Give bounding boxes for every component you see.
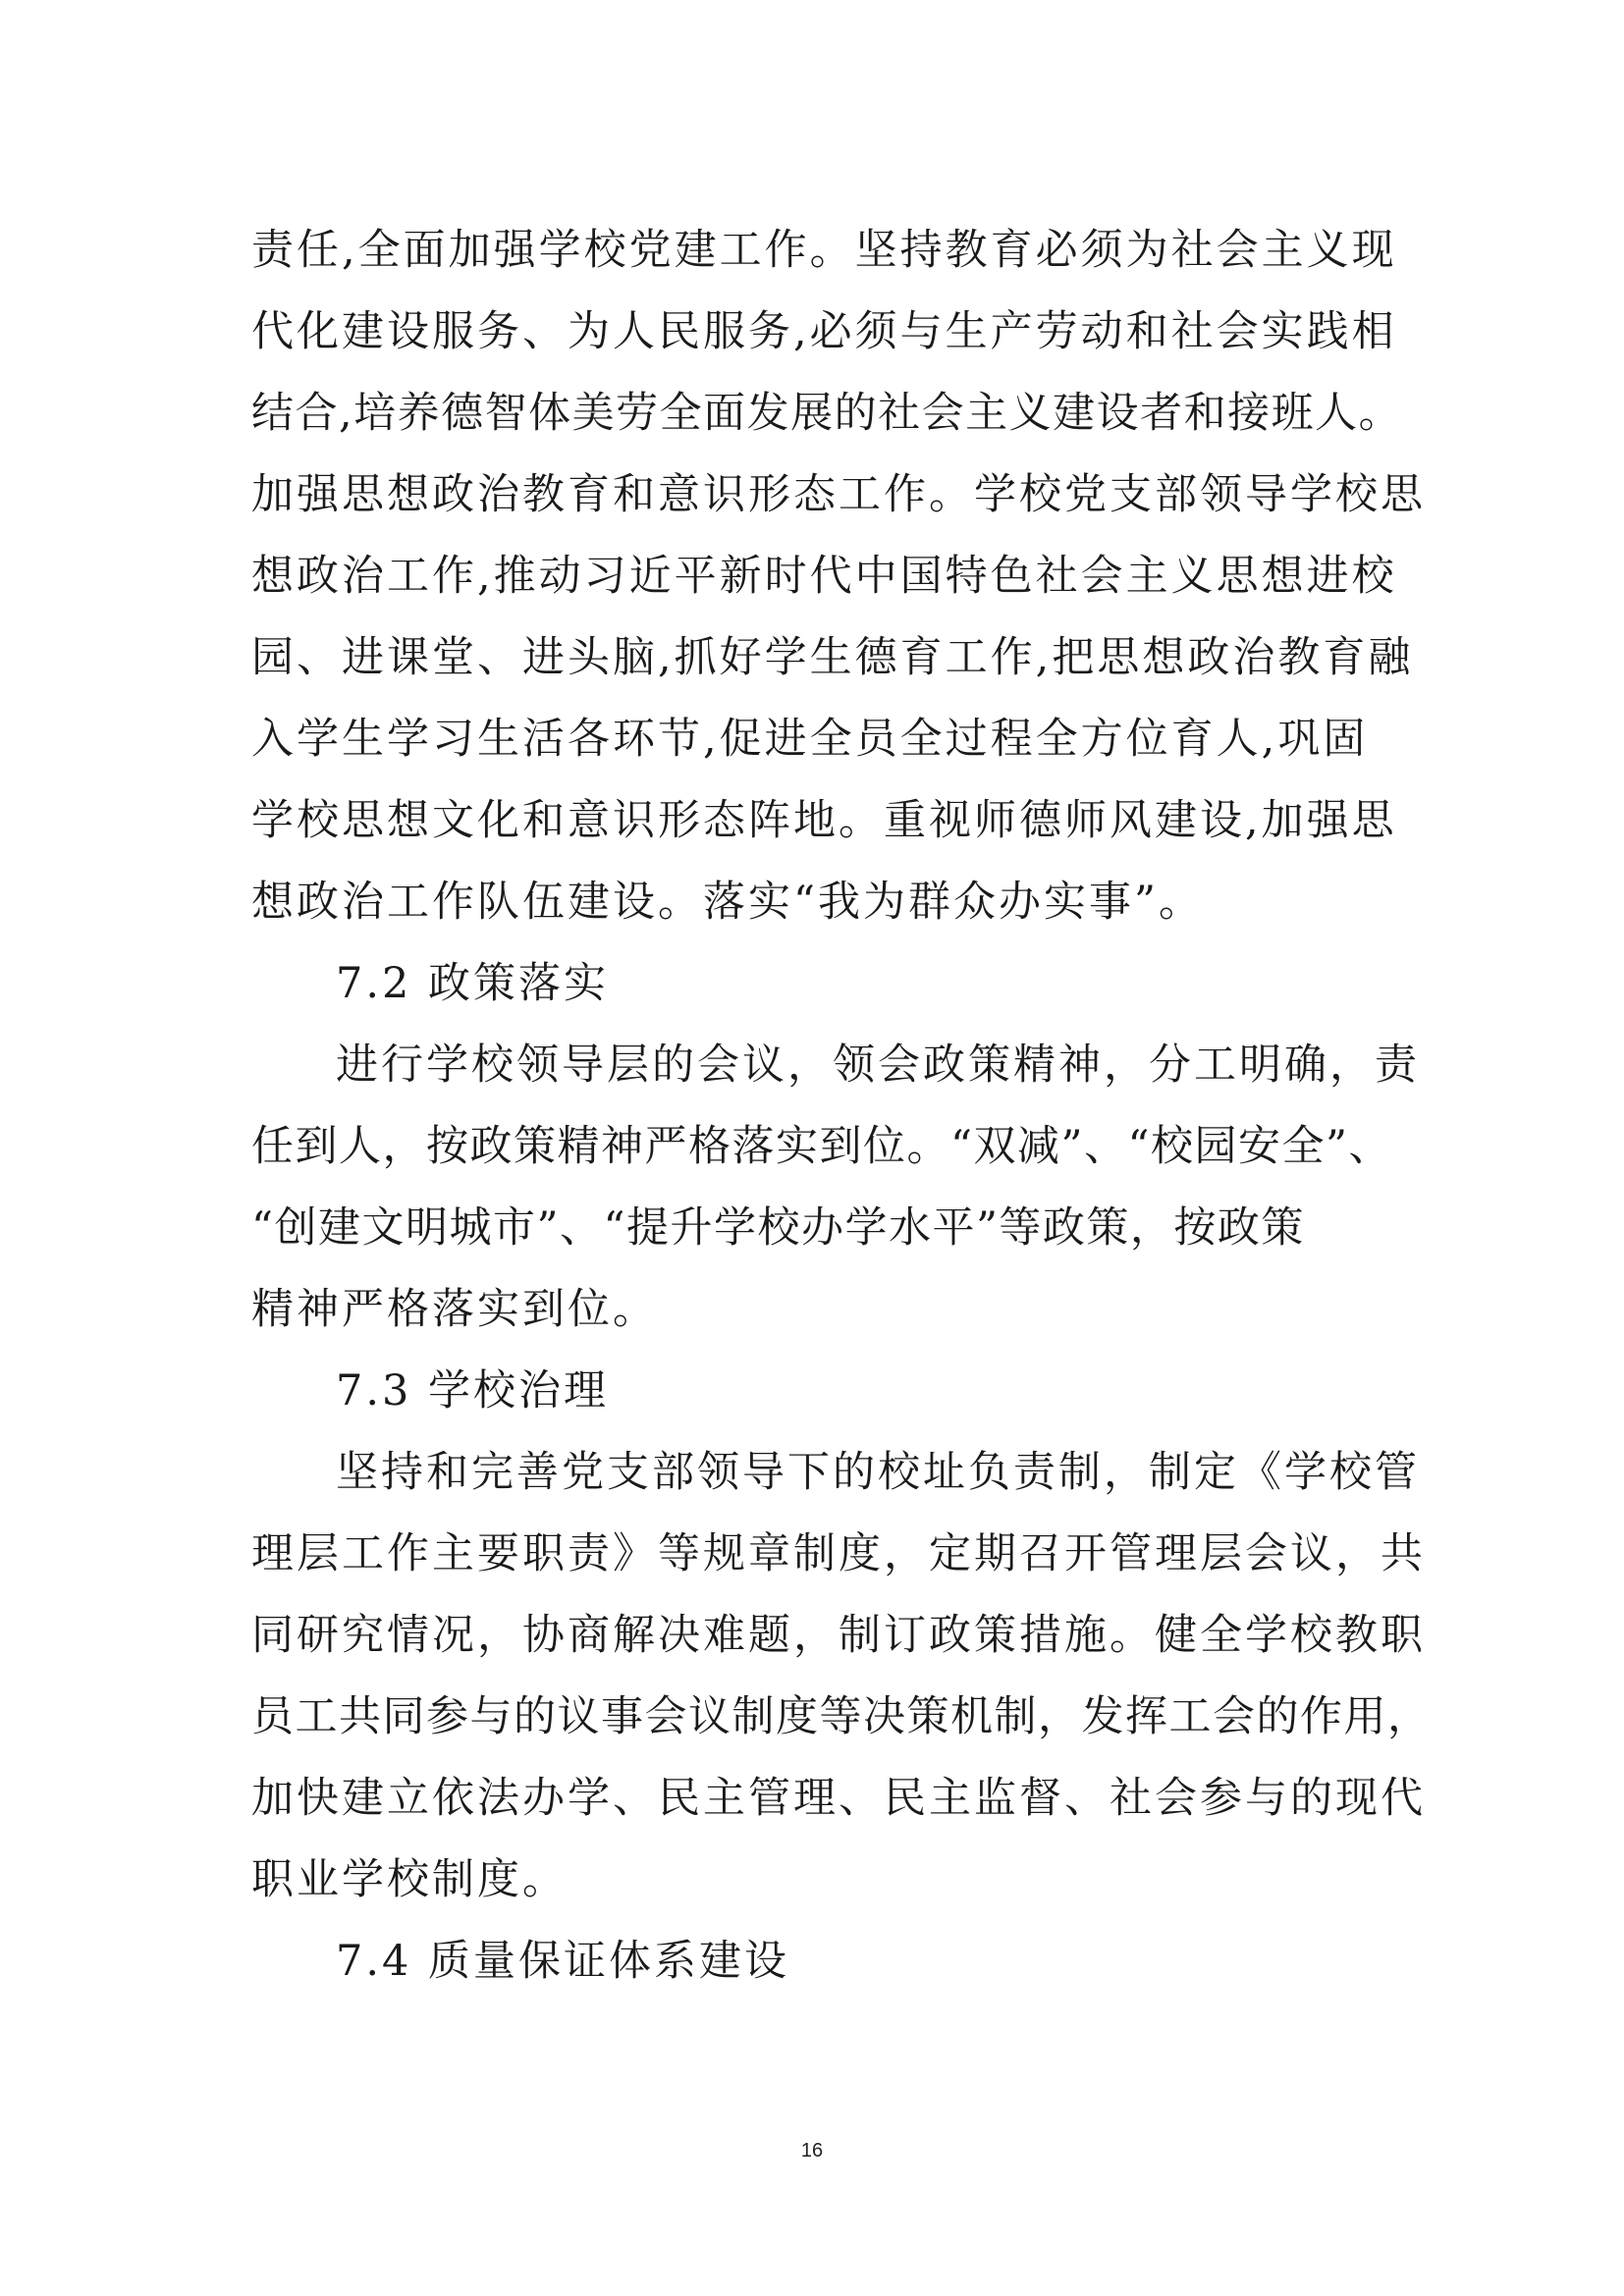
paragraph-line: 理层工作主要职责》等规章制度，定期召开管理层会议，共 (251, 1529, 1426, 1578)
paragraph-line: 加强思想政治教育和意识形态工作。学校党支部领导学校思 (251, 470, 1426, 519)
paragraph-line: 结合,培养德智体美劳全面发展的社会主义建设者和接班人。 (251, 389, 1403, 438)
paragraph-line: 员工共同参与的议事会议制度等决策机制，发挥工会的作用， (251, 1692, 1432, 1741)
paragraph-line: 职业学校制度。 (251, 1855, 568, 1904)
paragraph-line: 坚持和完善党支部领导下的校址负责制，制定《学校管 (336, 1448, 1420, 1497)
paragraph-line: 任到人，按政策精神严格落实到位。“双减”、“校园安全”、 (251, 1122, 1392, 1171)
paragraph-line: 园、进课堂、进头脑,抓好学生德育工作,把思想政治教育融 (251, 633, 1414, 682)
paragraph-line: 进行学校领导层的会议，领会政策精神，分工明确，责 (336, 1041, 1420, 1090)
section-heading-7-3: 7.3 学校治理 (336, 1366, 610, 1415)
paragraph-line: 想政治工作,推动习近平新时代中国特色社会主义思想进校 (251, 552, 1397, 601)
paragraph-line: 入学生学习生活各环节,促进全员全过程全方位育人,巩固 (251, 715, 1369, 764)
page-number: 16 (800, 2140, 824, 2162)
paragraph-line: “创建文明城市”、“提升学校办学水平”等政策，按政策 (251, 1203, 1305, 1253)
paragraph-line: 学校思想文化和意识形态阵地。重视师德师风建设,加强思 (251, 796, 1397, 845)
paragraph-line: 精神严格落实到位。 (251, 1285, 658, 1334)
paragraph-line: 想政治工作队伍建设。落实“我为群众办实事”。 (251, 878, 1204, 927)
section-heading-7-2: 7.2 政策落实 (336, 959, 610, 1008)
paragraph-line: 责任,全面加强学校党建工作。坚持教育必须为社会主义现 (251, 226, 1397, 275)
paragraph-line: 加快建立依法办学、民主管理、民主监督、社会参与的现代 (251, 1774, 1426, 1823)
paragraph-line: 代化建设服务、为人民服务,必须与生产劳动和社会实践相 (251, 307, 1397, 356)
paragraph-line: 同研究情况，协商解决难题，制订政策措施。健全学校教职 (251, 1611, 1426, 1660)
section-heading-7-4: 7.4 质量保证体系建设 (336, 1937, 790, 1986)
